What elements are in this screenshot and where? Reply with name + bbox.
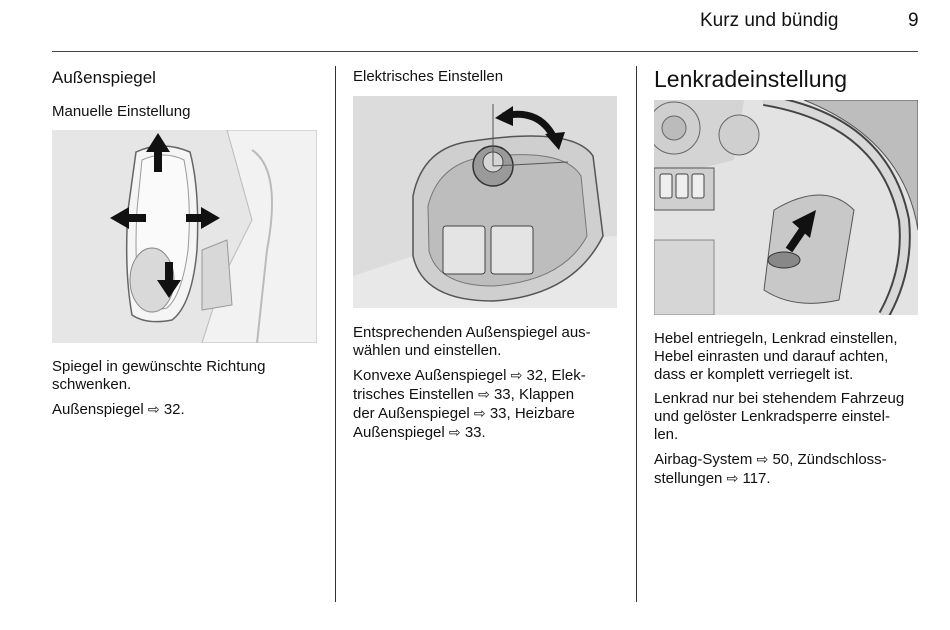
col3-paragraph-line: Lenkrad nur bei stehendem Fahrzeug xyxy=(654,390,905,407)
col1-paragraph-line: schwenken. xyxy=(52,376,132,393)
reference-link-zuendschloss[interactable]: stellungen xyxy=(654,470,723,487)
col1-reference xyxy=(52,400,317,419)
col3-paragraph-2 xyxy=(654,390,924,444)
col1-paragraph-line: Spiegel in gewünschte Richtung xyxy=(52,358,266,375)
reference-link-aussenspiegel[interactable]: Außenspiegel xyxy=(52,401,144,418)
reference-arrow-icon: ⇨ xyxy=(473,405,486,421)
reference-arrow-icon: ⇨ xyxy=(448,424,461,440)
reference-arrow-icon: ⇨ xyxy=(726,470,739,486)
subheading-electric: Elektrisches Einstellen xyxy=(353,68,504,85)
reference-link-konvexe[interactable]: Konvexe Außenspiegel xyxy=(353,367,507,384)
column-divider-2 xyxy=(636,66,637,602)
col2-paragraph xyxy=(353,324,618,360)
reference-page: 32, Elek- xyxy=(526,367,586,384)
col3-text xyxy=(654,330,924,494)
reference-arrow-icon: ⇨ xyxy=(510,367,523,383)
section-heading-lenkrad: Lenkradeinstellung xyxy=(654,66,848,92)
reference-link-heizbare[interactable]: Außenspiegel xyxy=(353,424,445,441)
reference-page: 50, Zündschloss- xyxy=(772,451,887,468)
reference-arrow-icon: ⇨ xyxy=(147,401,160,417)
electric-mirror-switch-icon xyxy=(353,96,617,308)
steering-figure xyxy=(654,100,918,315)
col1-text xyxy=(52,358,317,425)
steering-wheel-lever-icon xyxy=(654,100,918,315)
col2-paragraph-line: Entsprechenden Außenspiegel aus- xyxy=(353,324,591,341)
header-divider xyxy=(52,51,918,52)
col2-paragraph-line: wählen und einstellen. xyxy=(353,342,502,359)
reference-arrow-icon: ⇨ xyxy=(756,451,769,467)
col3-paragraph-line: und gelöster Lenkradsperre einstel- xyxy=(654,408,890,425)
col1-paragraph xyxy=(52,358,317,394)
reference-page: 117. xyxy=(742,470,771,487)
reference-link-airbag[interactable]: Airbag-System xyxy=(654,451,753,468)
reference-page: 32. xyxy=(163,401,185,418)
reference-link-klappen[interactable]: der Außenspiegel xyxy=(353,405,470,422)
col3-paragraph-line: Hebel einrasten und darauf achten, xyxy=(654,348,889,365)
section-heading-aussenspiegel: Außenspiegel xyxy=(52,68,156,87)
reference-arrow-icon: ⇨ xyxy=(478,386,490,402)
electric-mirror-figure xyxy=(353,96,617,308)
reference-page: 33, Heizbare xyxy=(489,405,575,422)
subheading-manual: Manuelle Einstellung xyxy=(52,103,191,120)
col3-paragraph-line: dass er komplett verriegelt ist. xyxy=(654,366,854,383)
col3-paragraph-line: len. xyxy=(654,426,679,443)
manual-mirror-adjust-icon xyxy=(52,130,317,343)
col2-text xyxy=(353,324,618,448)
column-divider-1 xyxy=(335,66,336,602)
reference-page: 33. xyxy=(464,424,486,441)
reference-page: 33, Klappen xyxy=(493,386,575,403)
page-number: 9 xyxy=(908,10,919,31)
header-title: Kurz und bündig xyxy=(700,10,839,31)
col3-references xyxy=(654,450,924,488)
col3-paragraph-line: Hebel entriegeln, Lenkrad einstellen, xyxy=(654,330,898,347)
reference-link-elektrisches[interactable]: trisches Einstellen xyxy=(353,386,474,403)
manual-mirror-figure xyxy=(52,130,317,343)
col2-references xyxy=(353,366,618,442)
col3-paragraph-1 xyxy=(654,330,924,384)
